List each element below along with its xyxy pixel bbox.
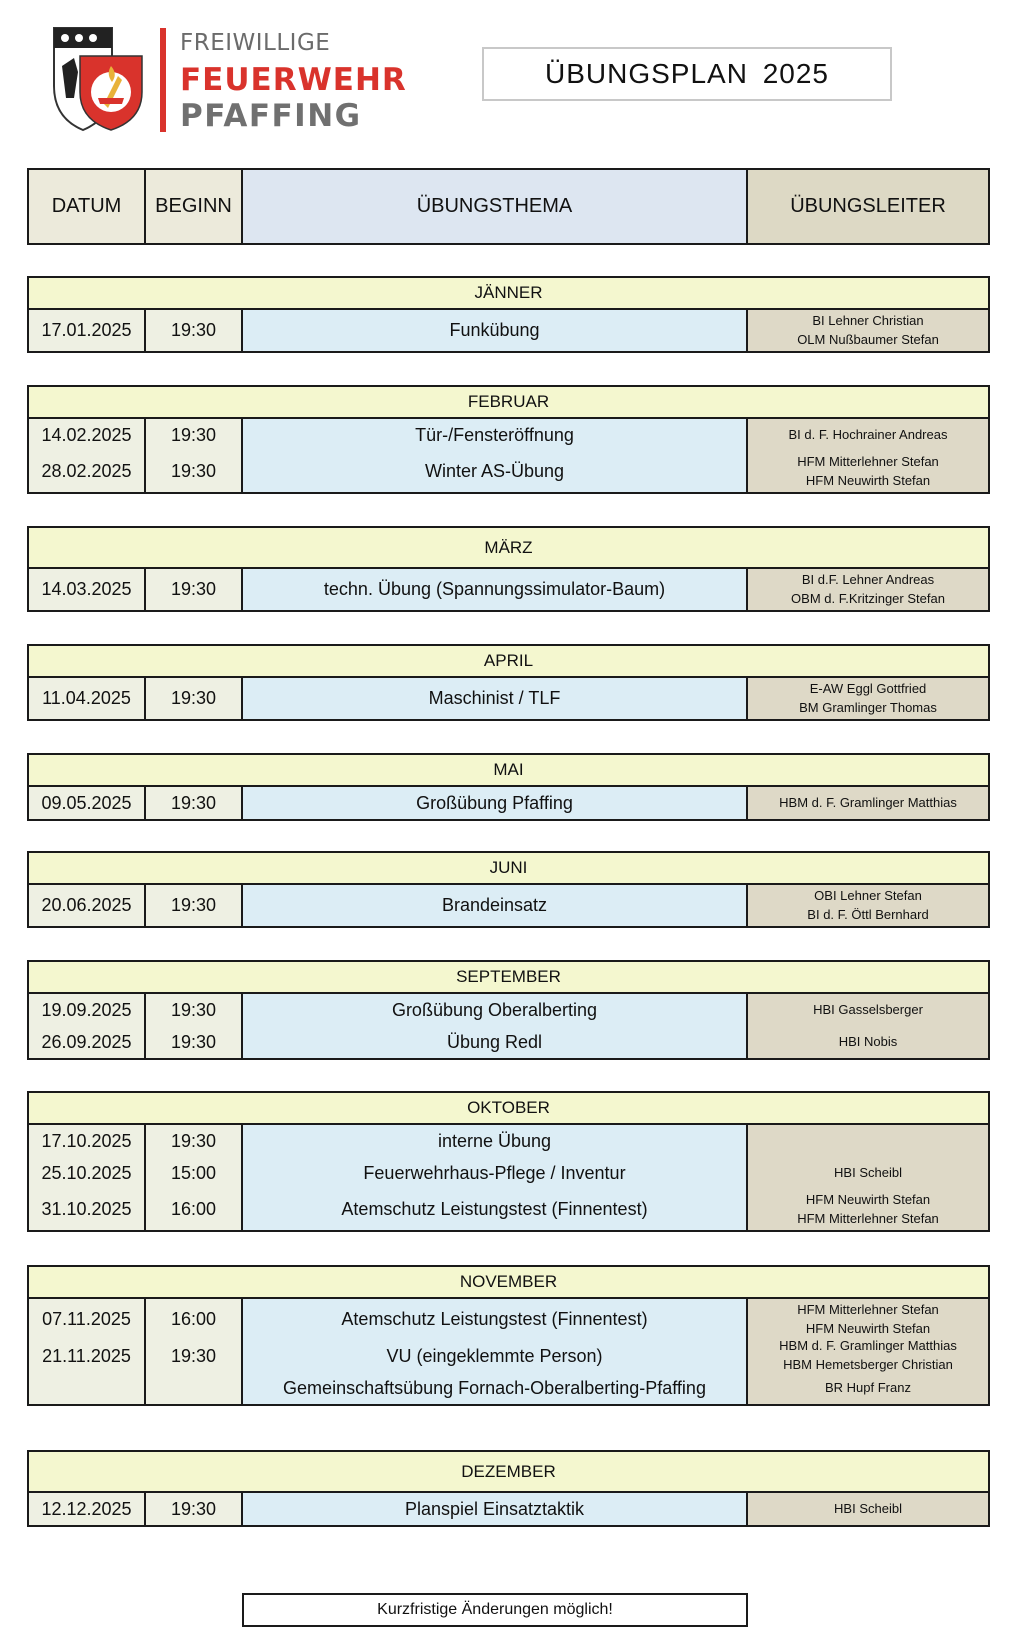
- leader-cell: [748, 678, 988, 719]
- table-row: [27, 419, 990, 453]
- table-row: [27, 885, 990, 928]
- brand-line-pfaffing: PFAFFING: [180, 98, 362, 134]
- month-header: MAI: [27, 753, 990, 787]
- leader-name: HBI Gasselsberger: [813, 1001, 923, 1017]
- time-cell: 19:30: [146, 1026, 243, 1058]
- leader-name: BI d. F. Hochrainer Andreas: [788, 426, 948, 442]
- date-cell: 12.12.2025: [29, 1493, 146, 1525]
- leader-name: BM Gramlinger Thomas: [799, 699, 937, 715]
- date-cell: 14.03.2025: [29, 569, 146, 610]
- leader-name: HBM Hemetsberger Christian: [783, 1357, 953, 1372]
- leader-name: E-AW Eggl Gottfried: [809, 680, 927, 696]
- leader-name: BI Lehner Christian: [812, 312, 924, 328]
- table-row: [27, 1493, 990, 1527]
- leader-name: BI d.F. Lehner Andreas: [801, 571, 935, 587]
- time-cell: 19:30: [146, 419, 243, 451]
- leader-name: HBI Nobis: [838, 1033, 898, 1049]
- table-row: [27, 451, 990, 494]
- leader-cell: [748, 1026, 988, 1058]
- month-header: JUNI: [27, 851, 990, 885]
- leader-name: HBM d. F. Gramlinger Matthias: [779, 1338, 957, 1354]
- date-cell: 28.02.2025: [29, 451, 146, 492]
- leader-name: HFM Mitterlehner Stefan: [797, 453, 939, 469]
- logo-divider: [160, 28, 166, 132]
- topic-cell: Gemeinschaftsübung Fornach-Oberalberting-Pfaffing: [243, 1372, 748, 1404]
- table-row: [27, 1299, 990, 1342]
- leader-cell: [748, 1189, 988, 1230]
- date-cell: 07.11.2025: [29, 1299, 146, 1340]
- topic-cell: Tür-/Fensteröffnung: [243, 419, 748, 451]
- month-header: MÄRZ: [27, 526, 990, 569]
- time-cell: 19:30: [146, 885, 243, 926]
- time-cell: 15:00: [146, 1157, 243, 1189]
- time-cell: 19:30: [146, 1340, 243, 1372]
- month-header: NOVEMBER: [27, 1265, 990, 1299]
- date-cell: 31.10.2025: [29, 1189, 146, 1230]
- table-row: [27, 1157, 990, 1191]
- time-cell: 19:30: [146, 569, 243, 610]
- leader-cell: [748, 451, 988, 492]
- month-header: APRIL: [27, 644, 990, 678]
- leader-name: HFM Neuwirth Stefan: [805, 472, 931, 488]
- date-cell: 25.10.2025: [29, 1157, 146, 1189]
- leader-cell: [748, 787, 988, 819]
- date-cell: 20.06.2025: [29, 885, 146, 926]
- leader-name: OBI Lehner Stefan: [814, 887, 922, 903]
- leader-cell: [748, 885, 988, 926]
- topic-cell: Atemschutz Leistungstest (Finnentest): [243, 1299, 748, 1340]
- header-time: BEGINN: [146, 170, 243, 243]
- logo: [52, 26, 412, 136]
- date-cell: 26.09.2025: [29, 1026, 146, 1058]
- time-cell: 16:00: [146, 1299, 243, 1340]
- brand-line-freiwillige: FREIWILLIGE: [180, 30, 331, 56]
- topic-cell: Großübung Pfaffing: [243, 787, 748, 819]
- leader-cell: [748, 1157, 988, 1189]
- leader-cell: [748, 419, 988, 451]
- date-cell: 14.02.2025: [29, 419, 146, 451]
- table-row: [27, 1125, 990, 1159]
- leader-cell: [748, 994, 988, 1026]
- time-cell: 19:30: [146, 678, 243, 719]
- topic-cell: techn. Übung (Spannungssimulator-Baum): [243, 569, 748, 610]
- topic-cell: VU (eingeklemmte Person): [243, 1340, 748, 1372]
- header-topic: ÜBUNGSTHEMA: [243, 170, 748, 243]
- topic-cell: Funkübung: [243, 310, 748, 351]
- table-row: [27, 994, 990, 1028]
- table-row: [27, 1340, 990, 1374]
- leader-name: BI d. F. Öttl Bernhard: [807, 906, 929, 922]
- date-cell: 09.05.2025: [29, 787, 146, 819]
- page-title: ÜBUNGSPLAN 2025: [482, 47, 892, 101]
- topic-cell: Übung Redl: [243, 1026, 748, 1058]
- topic-cell: Großübung Oberalberting: [243, 994, 748, 1026]
- date-cell: 17.10.2025: [29, 1125, 146, 1157]
- month-header: OKTOBER: [27, 1091, 990, 1125]
- month-header: SEPTEMBER: [27, 960, 990, 994]
- topic-cell: Atemschutz Leistungstest (Finnentest): [243, 1189, 748, 1230]
- leader-name: HFM Neuwirth Stefan: [805, 1191, 931, 1207]
- leader-name: OBM d. F.Kritzinger Stefan: [791, 590, 945, 606]
- time-cell: 16:00: [146, 1189, 243, 1230]
- leader-cell: [748, 310, 988, 351]
- leader-name: HFM Mitterlehner Stefan: [797, 1301, 939, 1317]
- date-cell: 21.11.2025: [29, 1340, 146, 1372]
- month-header: DEZEMBER: [27, 1450, 990, 1493]
- table-header: [27, 168, 990, 245]
- leader-name: HBI Scheibl: [834, 1500, 902, 1516]
- date-cell: 17.01.2025: [29, 310, 146, 351]
- date-cell: 11.04.2025: [29, 678, 146, 719]
- leader-name: OLM Nußbaumer Stefan: [797, 331, 939, 347]
- date-cell: [29, 1372, 146, 1404]
- leader-name: HFM Mitterlehner Stefan: [797, 1210, 939, 1226]
- footer-note: Kurzfristige Änderungen möglich!: [242, 1593, 748, 1627]
- leader-name: HBM d. F. Gramlinger Matthias: [779, 794, 957, 810]
- topic-cell: Maschinist / TLF: [243, 678, 748, 719]
- leader-cell: [748, 1299, 988, 1340]
- time-cell: 19:30: [146, 1125, 243, 1157]
- table-row: [27, 678, 990, 721]
- table-row: [27, 310, 990, 353]
- leader-name: BR Hupf Franz: [825, 1379, 911, 1395]
- topic-cell: interne Übung: [243, 1125, 748, 1157]
- time-cell: 19:30: [146, 994, 243, 1026]
- table-row: [27, 1372, 990, 1406]
- table-row: [27, 1026, 990, 1060]
- time-cell: 19:30: [146, 1493, 243, 1525]
- header-leader: ÜBUNGSLEITER: [748, 170, 988, 243]
- date-cell: 19.09.2025: [29, 994, 146, 1026]
- topic-cell: Brandeinsatz: [243, 885, 748, 926]
- month-header: JÄNNER: [27, 276, 990, 310]
- month-header: FEBRUAR: [27, 385, 990, 419]
- table-row: [27, 787, 990, 821]
- leader-cell: [748, 1125, 988, 1157]
- leader-name: HFM Neuwirth Stefan: [805, 1320, 931, 1336]
- leader-cell: [748, 1493, 988, 1525]
- fire-brigade-crest-icon: [52, 26, 146, 132]
- topic-cell: Feuerwehrhaus-Pflege / Inventur: [243, 1157, 748, 1189]
- topic-cell: Winter AS-Übung: [243, 451, 748, 492]
- time-cell: 19:30: [146, 310, 243, 351]
- leader-cell: [748, 569, 988, 610]
- table-row: [27, 569, 990, 612]
- leader-cell: [748, 1340, 988, 1372]
- leader-name: HBI Scheibl: [834, 1164, 902, 1180]
- header-date: DATUM: [29, 170, 146, 243]
- topic-cell: Planspiel Einsatztaktik: [243, 1493, 748, 1525]
- time-cell: 19:30: [146, 787, 243, 819]
- time-cell: [146, 1372, 243, 1404]
- table-row: [27, 1189, 990, 1232]
- brand-line-feuerwehr: FEUERWEHR: [180, 62, 407, 98]
- leader-cell: [748, 1372, 988, 1404]
- time-cell: 19:30: [146, 451, 243, 492]
